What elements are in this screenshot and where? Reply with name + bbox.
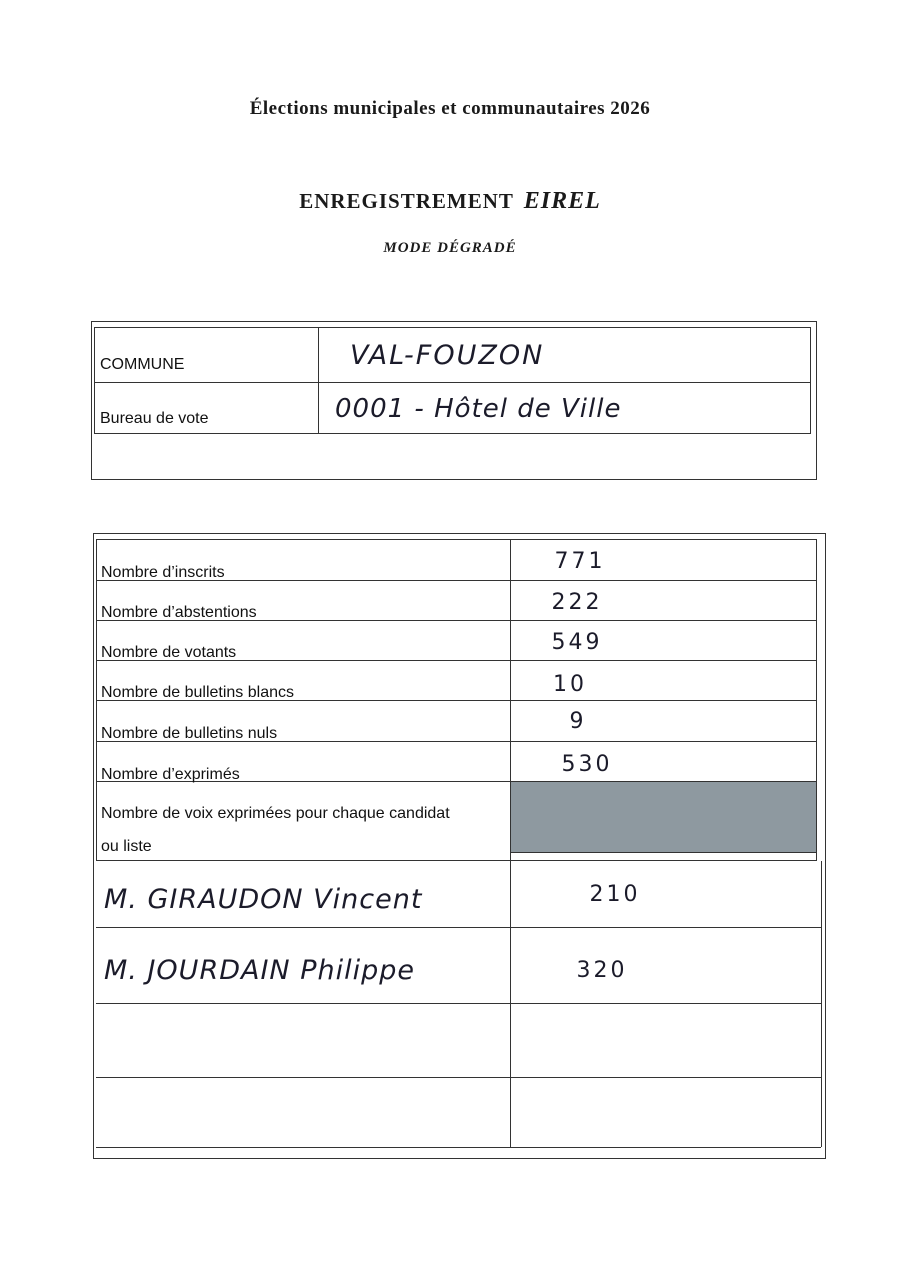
bureau-value: 0001 - Hôtel de Ville (335, 394, 622, 424)
value-blancs: 10 (553, 672, 587, 697)
candidate-name-1: M. GIRAUDON Vincent (104, 884, 423, 915)
value-abstentions: 222 (551, 590, 603, 615)
candidate-name-2: M. JOURDAIN Philippe (104, 955, 415, 986)
bureau-label: Bureau de vote (100, 410, 209, 427)
form-subtitle (0, 188, 900, 215)
candidate-row-divider (96, 1003, 821, 1004)
value-votants: 549 (551, 630, 603, 655)
row-label-nuls: Nombre de bulletins nuls (101, 725, 278, 742)
votes-label-line2: ou liste (101, 838, 152, 855)
row-label-abstentions: Nombre d’abstentions (101, 604, 257, 621)
value-exprimes: 530 (561, 752, 613, 777)
subtitle-emphasis: EIREL (523, 188, 601, 214)
row-label-inscrits: Nombre d’inscrits (101, 564, 225, 581)
mode-label: MODE DÉGRADÉ (383, 240, 517, 256)
candidate-votes-2: 320 (576, 958, 628, 983)
commune-value: VAL-FOUZON (350, 340, 545, 371)
results-bottom-border (96, 1147, 821, 1148)
candidate-votes-1: 210 (589, 882, 641, 907)
value-nuls: 9 (569, 709, 587, 734)
value-inscrits: 771 (554, 549, 606, 574)
shaded-cell (510, 781, 817, 853)
location-row-divider (94, 382, 811, 383)
location-column-divider (318, 327, 319, 434)
votes-label-line1: Nombre de voix exprimées pour chaque candidat (101, 805, 450, 822)
subtitle-prefix: ENREGISTREMENT (299, 189, 514, 213)
row-label-votants: Nombre de votants (101, 644, 237, 661)
row-label-blancs: Nombre de bulletins blancs (101, 684, 294, 701)
form-title: Élections municipales et communautaires 2026 (249, 98, 651, 119)
candidate-row-divider (96, 1077, 821, 1078)
row-label-exprimes: Nombre d’exprimés (101, 766, 240, 783)
candidate-row-divider (96, 927, 821, 928)
commune-label: COMMUNE (100, 356, 185, 373)
results-right-border (821, 861, 822, 1147)
